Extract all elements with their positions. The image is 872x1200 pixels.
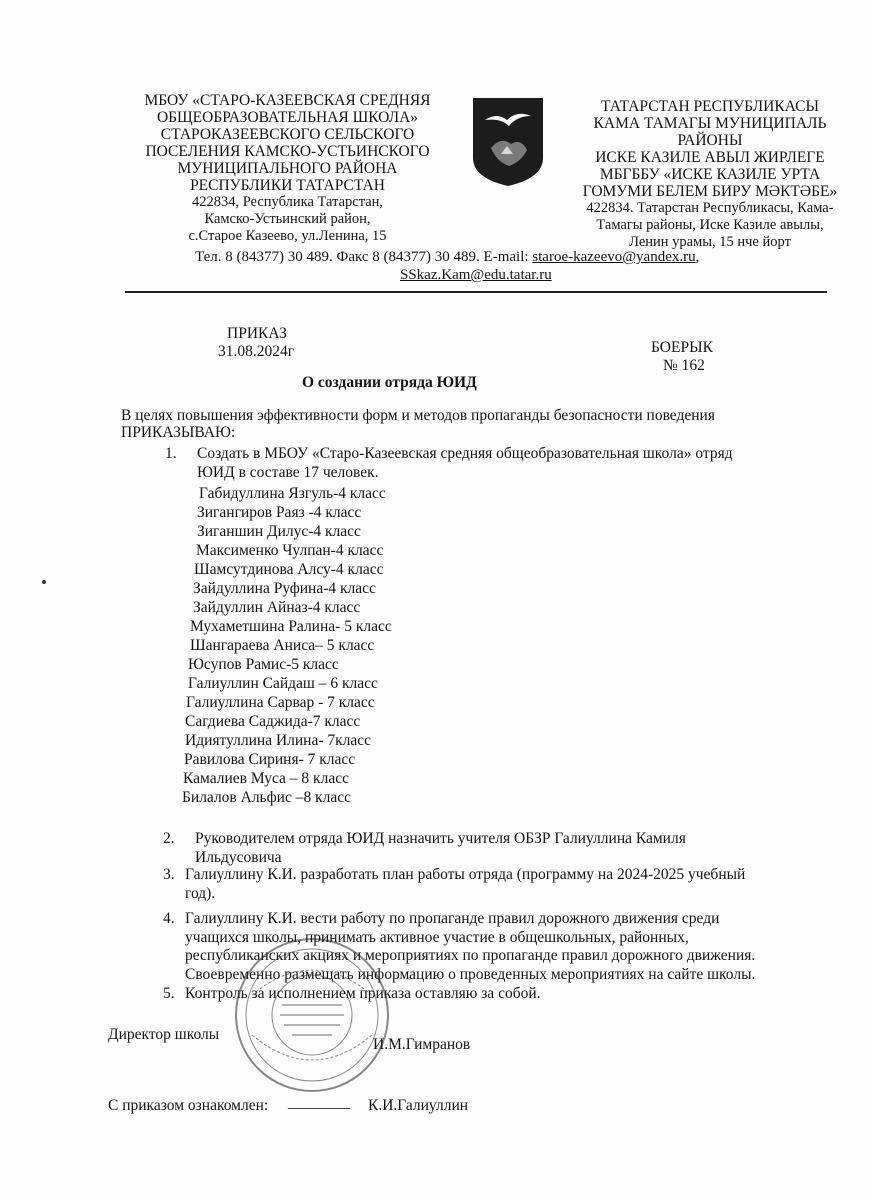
- ack-name: К.И.Галиуллин: [368, 1097, 469, 1114]
- member: Мухаметшина Ралина- 5 класс: [190, 618, 392, 635]
- item-number: 4.: [163, 910, 175, 927]
- order-title-ru: ПРИКАЗ: [227, 325, 287, 342]
- item-line: Ильдусовича: [195, 848, 282, 866]
- header-left-line: МБОУ «СТАРО-КАЗЕЕВСКАЯ СРЕДНЯЯ: [144, 92, 431, 109]
- command-label: ПРИКАЗЫВАЮ:: [121, 424, 236, 441]
- email-link[interactable]: staroe-kazeevo@yandex.ru: [532, 249, 696, 265]
- item-line: Контроль за исполнением приказа оставляю за собой.: [185, 985, 541, 1002]
- header-left-line: РЕСПУБЛИКИ ТАТАРСТАН: [190, 177, 385, 194]
- header-left-line: СТАРОКАЗЕЕВСКОГО СЕЛЬСКОГО: [160, 126, 415, 143]
- header-left-address: с.Старое Казеево, ул.Ленина, 15: [188, 228, 387, 244]
- member: Билалов Альфис –8 класс: [182, 789, 351, 806]
- ack-signature-blank: ________: [288, 1094, 350, 1111]
- order-item: [163, 866, 843, 903]
- header-divider: [125, 291, 827, 293]
- header-right-line: ИСКЕ КАЗИЛЕ АВЫЛ ЖИРЛЕГЕ: [595, 149, 825, 166]
- header-right: [565, 98, 855, 251]
- member: Юсупов Рамис-5 класс: [188, 656, 339, 673]
- ack-label: С приказом ознакомлен:: [108, 1097, 269, 1114]
- email-link-2[interactable]: SSkaz.Kam@edu.tatar.ru: [400, 267, 552, 283]
- member: Максименко Чулпан-4 класс: [196, 542, 384, 559]
- item-number: 5.: [163, 985, 175, 1002]
- header-right-address: Тамагы районы, Иске Казиле авылы,: [596, 217, 824, 233]
- round-seal-stamp: [232, 935, 392, 1095]
- header-left-line: ПОСЕЛЕНИЯ КАМСКО-УСТЬИНСКОГО: [145, 143, 430, 160]
- member: Зайдуллин Айназ-4 класс: [193, 599, 361, 616]
- header-right-line: МБГББУ «ИСКЕ КАЗИЛЕ УРТА: [599, 166, 821, 183]
- member: Сагдиева Саджида-7 класс: [185, 713, 361, 730]
- header-left: [120, 92, 455, 245]
- contacts-separator: ,: [695, 249, 700, 265]
- preamble: В целях повышения эффективности форм и методов пропаганды безопасности поведения: [121, 407, 715, 424]
- member: Зиганшин Дилус-4 класс: [197, 523, 361, 540]
- item-line: Своевременно размещать информацию о проведенных мероприятиях на сайте школы.: [185, 965, 756, 983]
- item-line: Галиуллину К.И. вести работу по пропаганде правил дорожного движения среди: [185, 910, 720, 927]
- contacts-phone-fax: Тел. 8 (84377) 30 489. Факс 8 (84377) 30 489. E-mail:: [195, 249, 533, 265]
- director-name: И.М.Гимранов: [373, 1036, 471, 1053]
- item-number: 2.: [163, 830, 175, 847]
- director-label: Директор школы: [108, 1026, 220, 1043]
- coat-of-arms-emblem: [471, 96, 545, 188]
- item-line: республиканских акциях и мероприятиях по пропаганде правил дорожного движения.: [185, 947, 756, 965]
- item-number: 1.: [165, 445, 177, 462]
- header-left-address: 422834, Республика Татарстан,: [191, 194, 384, 210]
- order-item: [165, 445, 845, 482]
- member: Идиятуллина Илина- 7класс: [185, 732, 372, 749]
- member: Камалиев Муса – 8 класс: [183, 770, 349, 787]
- order-item: [163, 830, 843, 867]
- header-right-line: ТАТАРСТАН РЕСПУБЛИКАСЫ: [601, 98, 819, 115]
- header-left-line: МУНИЦИПАЛЬНОГО РАЙОНА: [177, 160, 398, 177]
- header-right-line: КАМА ТАМАГЫ МУНИЦИПАЛЬ: [593, 115, 827, 132]
- order-date: 31.08.2024г: [218, 343, 295, 360]
- scan-speck: [42, 580, 46, 584]
- item-number: 3.: [163, 866, 175, 883]
- order-title-tt: БОЕРЫК: [651, 339, 713, 356]
- header-right-line: РАЙОНЫ: [677, 132, 743, 149]
- header-left-address: Камско-Устьинский район,: [204, 211, 371, 227]
- member: Равилова Сириня- 7 класс: [184, 751, 356, 768]
- member: Зигангиров Раяз -4 класс: [197, 504, 362, 521]
- item-line: учащихся школы, принимать активное участие в общешкольных, районных,: [185, 928, 689, 946]
- member: Галиуллин Сайдаш – 6 класс: [188, 675, 378, 692]
- member: Шангараева Аниса– 5 класс: [190, 637, 375, 654]
- header-left-line: ОБЩЕОБРАЗОВАТЕЛЬНАЯ ШКОЛА»: [156, 109, 419, 126]
- header-right-line: ГОМУМИ БЕЛЕМ БИРУ МӘКТӘБЕ»: [582, 183, 838, 200]
- contacts: [195, 248, 835, 284]
- item-line: ЮИД в составе 17 человек.: [197, 463, 379, 481]
- item-line: Создать в МБОУ «Старо-Казеевская средняя общеобразовательная школа» отряд: [197, 445, 733, 462]
- header-right-address: 422834. Татарстан Республикасы, Кама-: [586, 200, 834, 216]
- item-line: год).: [185, 884, 216, 902]
- member: Габидуллина Язгуль-4 класс: [199, 485, 386, 502]
- member: Шамсутдинова Алсу-4 класс: [194, 561, 384, 578]
- item-line: Руководителем отряда ЮИД назначить учителя ОБЗР Галиуллина Камиля: [195, 830, 686, 847]
- member: Галиуллина Сарвар - 7 класс: [186, 694, 375, 711]
- item-line: Галиуллину К.И. разработать план работы отряда (программу на 2024-2025 учебный: [185, 866, 746, 883]
- header-right-address: Ленин урамы, 15 нче йорт: [629, 234, 791, 250]
- order-subject: О создании отряда ЮИД: [302, 374, 477, 391]
- order-number: № 162: [663, 357, 705, 374]
- member: Зайдуллина Руфина-4 класс: [193, 580, 376, 597]
